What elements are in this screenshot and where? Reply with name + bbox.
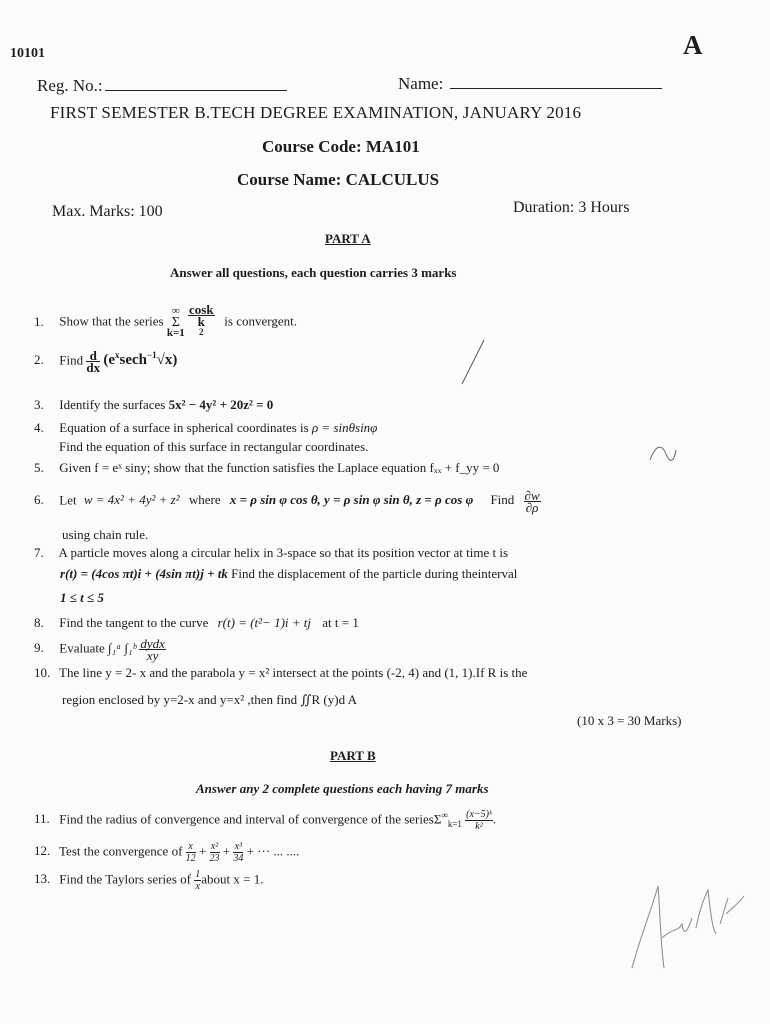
part-b-title: PART B <box>330 748 376 763</box>
question-10: 10. The line y = 2- x and the parabola y = x² intersect at the points (-2, 4) and (1, 1).If R is the <box>34 665 528 680</box>
part-b-instruction: Answer any 2 complete questions each having 7 marks <box>196 781 489 796</box>
question-6-line-2: using chain rule. <box>62 527 149 542</box>
question-1: 1. Show that the series ∞ Σ k=1 cosk k $^2$ is convergent. <box>34 304 297 341</box>
course-code: Course Code: MA101 <box>262 137 420 156</box>
name-label: Name: <box>398 74 444 93</box>
part-a-marks-note: (10 x 3 = 30 Marks) <box>577 713 682 728</box>
q1-fraction: cosk k $^2$ <box>188 302 214 337</box>
pen-mark-scribble <box>458 338 488 388</box>
question-7-line-2: r(t) = (4cos πt)i + (4sin πt)j + tk Find the displacement of the particle during theinterval <box>60 566 518 581</box>
sum-sign: ∞ Σ k=1 <box>166 305 185 340</box>
question-7-line-3: 1 ≤ t ≤ 5 <box>60 590 104 605</box>
q2-derivative: $\frac{d}{dx}$ <box>86 348 101 375</box>
question-3: 3. Identify the surfaces 5x² − 4y² + 20z² = 0 <box>34 397 274 412</box>
q13-fraction: $\frac{1}{x}$ <box>195 869 201 892</box>
reg-no-field <box>37 76 287 96</box>
name-field <box>398 74 662 94</box>
question-13: 13. Find the Taylors series of $\frac{1}{x}$ about x = 1. <box>34 869 264 892</box>
paper-code: 10101 <box>10 46 45 61</box>
q2-expression: $(e^x\sec h^{-1}√x)$ <box>103 350 178 369</box>
question-4-line-2: Find the equation of this surface in rectangular coordinates. <box>59 439 369 454</box>
q12-term-2: $\frac{\text{x²}}{23}$ <box>209 841 220 864</box>
handwritten-signature <box>612 868 762 978</box>
set-letter: A <box>683 30 703 60</box>
question-2: 2. Find $\frac{d}{dx}$ $(e^x\sec h^{-1}√x)$ <box>34 348 178 375</box>
question-11: 11. Find the radius of convergence and interval of convergence of the seriesΣ∞$_{k=1}$ $\frac{\text{(x−5)ᵏ}}{\text{k²}}$ . <box>34 809 497 832</box>
question-7: 7. A particle moves along a circular helix in 3-space so that its position vector at time t is <box>34 545 509 560</box>
q6-partial: $\frac{\partial w}{\partial\rho}$ <box>524 488 540 515</box>
max-marks: Max. Marks: 100 <box>52 203 163 220</box>
pen-mark-squiggle <box>648 440 678 470</box>
exam-title: FIRST SEMESTER B.TECH DEGREE EXAMINATION, JANUARY 2016 <box>50 103 582 122</box>
reg-no-label: Reg. No.: <box>37 76 103 95</box>
duration: Duration: 3 Hours <box>513 199 630 216</box>
question-4: 4. Equation of a surface in spherical coordinates is ρ = sinθsinφ <box>34 420 378 435</box>
question-6: 6. Let w = 4x² + 4y² + z² where x = ρ sin φ cos θ, y = ρ sin φ sin θ, z = ρ cos φ Find $\frac{\partial w}{\partial\rho}$ <box>34 488 540 515</box>
part-a-instruction: Answer all questions, each question carries 3 marks <box>170 265 457 280</box>
question-5: 5. Given f = eˣ siny; show that the function satisfies the Laplace equation fₓₓ + f_yy = 0 <box>34 460 500 475</box>
course-name: Course Name: CALCULUS <box>237 170 440 189</box>
part-a-title: PART A <box>325 231 371 246</box>
question-8: 8. Find the tangent to the curve r(t) = (t²− 1)i + tj at t = 1 <box>34 615 359 630</box>
question-9: 9. Evaluate ∫₁ᵃ ∫₁ᵇ $\frac{\text{dydx}}{xy}$ <box>34 636 165 663</box>
q11-fraction: $\frac{\text{(x−5)ᵏ}}{\text{k²}}$ <box>466 809 492 832</box>
question-10-line-2: region enclosed by y=2-x and y=x² ,then find ∬R (y)d A <box>62 692 357 707</box>
q12-term-3: $\frac{\text{x³}}{34}$ <box>233 841 244 864</box>
q9-fraction: $\frac{\text{dydx}}{xy}$ <box>140 636 165 663</box>
reg-no-blank <box>105 90 287 91</box>
name-blank <box>450 88 662 89</box>
q12-term-1: $\frac{x}{12}$ <box>185 841 196 864</box>
question-12: 12. Test the convergence of $\frac{x}{12}$ + $\frac{\text{x²}}{23}$ + $\frac{\text{x³}}{34}$ + ··· ... .... <box>34 841 300 864</box>
